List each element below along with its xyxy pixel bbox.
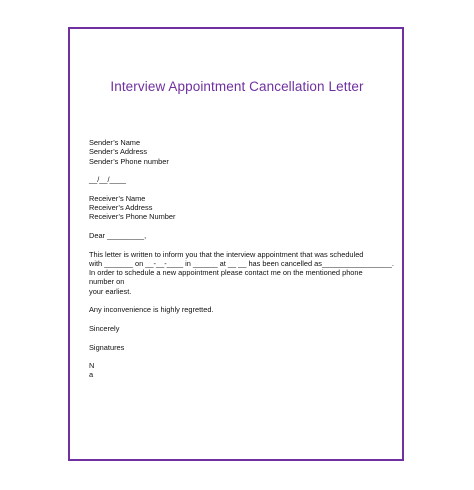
body-line: your earliest. xyxy=(89,286,132,296)
letter-date: __/__/____ xyxy=(89,175,126,185)
sender-phone: Sender’s Phone number xyxy=(89,156,169,166)
salutation: Dear _________, xyxy=(89,230,147,240)
sender-name: Sender’s Name xyxy=(89,138,141,147)
letter-body xyxy=(89,138,394,380)
signature-label: Signatures xyxy=(89,342,125,352)
letter-title: Interview Appointment Cancellation Letter xyxy=(110,79,364,94)
sender-address: Sender’s Address xyxy=(89,147,148,157)
body-line: This letter is written to inform you that the interview appointment that was scheduled xyxy=(89,249,364,259)
signature-line: a xyxy=(89,370,94,380)
signature-line: N xyxy=(89,361,95,371)
receiver-name: Receiver’s Name xyxy=(89,193,146,203)
body-line: In order to schedule a new appointment please contact me on the mentioned phone number on xyxy=(89,268,363,287)
body-line: with _______ on __-__-____ in ______ at __ __ has been cancelled as_________________. xyxy=(89,258,394,268)
receiver-address: Receiver’s Address xyxy=(89,203,153,213)
receiver-phone: Receiver’s Phone Number xyxy=(89,212,176,222)
regret-line: Any inconvenience is highly regretted. xyxy=(89,305,214,315)
closing: Sincerely xyxy=(89,323,120,333)
